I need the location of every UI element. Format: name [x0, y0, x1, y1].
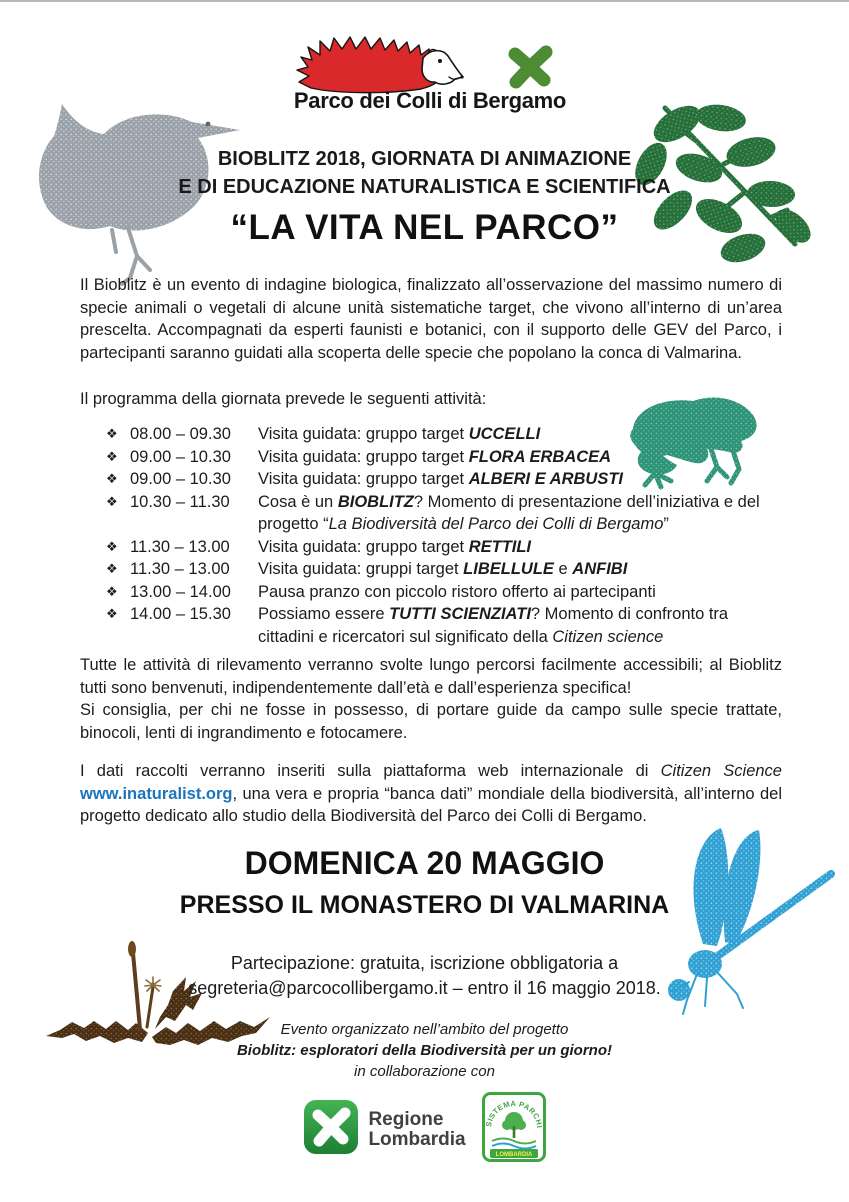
program-item: [80, 603, 782, 648]
program-desc: [258, 581, 782, 604]
headline-line2: E DI EDUCAZIONE NATURALISTICA E SCIENTIFICA: [178, 176, 671, 198]
program-heading: Il programma della giornata prevede le seguenti attività:: [80, 390, 487, 408]
sistema-parchi-arc-text: SISTEMA PARCHI: [483, 1098, 544, 1129]
text-segment: ? Momento di confronto tra cittadini e ricercatori sul significato della: [258, 605, 729, 646]
program-desc: [258, 603, 782, 648]
text-segment: Visita guidata: gruppo target: [258, 470, 469, 488]
event-location: PRESSO IL MONASTERO DI VALMARINA: [179, 891, 670, 919]
regione-lombardia-label: [368, 1110, 465, 1150]
text-segment: BIOBLITZ: [337, 492, 414, 511]
bullet-icon: ❖: [106, 538, 118, 554]
text-segment: Visita guidata: gruppo target: [258, 447, 469, 466]
text-segment: ANFIBI: [572, 560, 628, 578]
accessibility-line2: Si consiglia, per chi ne fosse in possesso, di portare guide da campo sulle specie trattate, binocoli, lenti di ingrandimento e fotocamere.: [80, 701, 782, 742]
program-item: [80, 558, 782, 581]
text-segment: TUTTI SCIENZIATI: [389, 605, 531, 623]
intro-paragraph: Il Bioblitz è un evento di indagine biologica, finalizzato all’osservazione del massimo numero di specie animali o vegetali di alcune unità sistematiche target, che vivono all’interno di un’area prescelta. Accompagnati da esperti faunisti e botanici, con il supporto delle GEV del Parco, i partecipanti saranno guidati alla scoperta delle specie che popolano la conca di Valmarina.: [80, 276, 782, 362]
program-time: 11.30 – 13.00: [130, 560, 230, 578]
bullet-icon: ❖: [106, 606, 118, 621]
program-desc: [258, 468, 782, 491]
program-desc: [258, 558, 782, 581]
bullet-icon: ❖: [106, 426, 118, 441]
sistema-parchi-logo: [482, 1092, 546, 1167]
program-desc: [258, 423, 782, 446]
text-segment: ”: [663, 515, 669, 533]
regione-label-line1: Regione: [368, 1108, 444, 1130]
text-segment: Visita guidata: gruppo target: [258, 425, 469, 443]
text-segment: Pausa pranzo con piccolo ristoro offerto ai partecipanti: [258, 582, 656, 601]
partner-logos: [0, 1092, 849, 1167]
text-segment: LIBELLULE: [463, 560, 554, 578]
event-date: DOMENICA 20 MAGGIO: [244, 845, 605, 881]
text-segment: Visita guidata: gruppi target: [258, 560, 464, 578]
program-desc: [258, 491, 782, 536]
regione-lombardia-logo: [303, 1099, 465, 1160]
program-item: [80, 491, 782, 536]
footer-project-name: Bioblitz: esploratori della Biodiversità per un giorno!: [236, 1042, 613, 1059]
bullet-icon: ❖: [106, 493, 118, 509]
participation-line2: segreteria@parcocollibergamo.it – entro il 16 maggio 2018.: [188, 978, 661, 998]
program-time: 09.00 – 10.30: [130, 447, 231, 466]
text-segment: FLORA ERBACEA: [468, 447, 612, 466]
footer-line1: Evento organizzato nell’ambito del progetto: [280, 1021, 569, 1038]
footer-line3: in collaborazione con: [354, 1063, 495, 1080]
regione-lombardia-logo-icon: [303, 1099, 359, 1160]
program-time: 08.00 – 09.30: [130, 425, 231, 443]
program-item: [80, 536, 782, 559]
page-title: “LA VITA NEL PARCO”: [230, 208, 619, 247]
inaturalist-link[interactable]: www.inaturalist.org: [80, 784, 233, 803]
text-segment: RETTILI: [468, 537, 532, 556]
event-headline: [0, 145, 849, 201]
accessibility-line1: Tutte le attività di rilevamento verranno svolte lungo percorsi facilmente accessibili; al Bioblitz tutti sono benvenuti, indipendentemente dall’età e dall’esperienza specifica!: [80, 656, 782, 697]
text-segment: ? Momento di presentazione dell’iniziativa e del progetto “: [258, 492, 760, 533]
text-segment: Citizen science: [552, 627, 664, 646]
bullet-icon: ❖: [106, 448, 118, 464]
bullet-icon: ❖: [106, 561, 118, 576]
accessibility-paragraph: [80, 654, 782, 744]
sistema-parchi-logo-icon: [482, 1098, 546, 1166]
text-segment: Visita guidata: gruppo target: [258, 537, 469, 556]
program-time: 09.00 – 10.30: [130, 470, 231, 488]
program-time: 14.00 – 15.30: [130, 605, 231, 623]
text-segment: e: [553, 560, 573, 578]
sistema-parchi-bottom-text: LOMBARDIA: [495, 1152, 532, 1158]
participation-info: [0, 951, 849, 1001]
program-item: [80, 423, 782, 446]
text-segment: Cosa è un: [258, 492, 338, 511]
regione-label-line2: Lombardia: [368, 1128, 466, 1150]
headline-line1: BIOBLITZ 2018, GIORNATA DI ANIMAZIONE: [217, 148, 632, 170]
program-desc: [258, 536, 782, 559]
text-segment: La Biodiversità del Parco dei Colli di Bergamo: [328, 515, 664, 533]
program-desc: [258, 446, 782, 469]
bullet-icon: ❖: [106, 583, 118, 599]
program-time: 13.00 – 14.00: [130, 582, 231, 601]
text-segment: ALBERI E ARBUSTI: [468, 470, 623, 488]
participation-line1: Partecipazione: gratuita, iscrizione obbligatoria a: [230, 953, 619, 973]
text-segment: , una vera e propria “banca dati” mondiale della biodiversità, all’interno del progetto dedicato allo studio della Biodiversità del Parco dei Colli di Bergamo.: [80, 784, 782, 825]
program-time: 11.30 – 13.00: [130, 537, 230, 556]
program-time: 10.30 – 11.30: [130, 492, 230, 511]
program-item: [80, 468, 782, 491]
park-name: Parco dei Colli di Bergamo: [293, 88, 567, 113]
text-segment: Citizen Science: [660, 762, 782, 780]
data-platform-paragraph: [80, 760, 782, 828]
program-item: [80, 581, 782, 604]
text-segment: UCCELLI: [468, 425, 541, 443]
program-list: [80, 423, 782, 648]
rosa-camuna-icon: [504, 42, 556, 92]
program-item: [80, 446, 782, 469]
bullet-icon: ❖: [106, 471, 118, 486]
text-segment: I dati raccolti verranno inseriti sulla piattaforma web internazionale di: [80, 762, 661, 780]
footer-note: [0, 1019, 849, 1082]
text-segment: Possiamo essere: [258, 605, 390, 623]
